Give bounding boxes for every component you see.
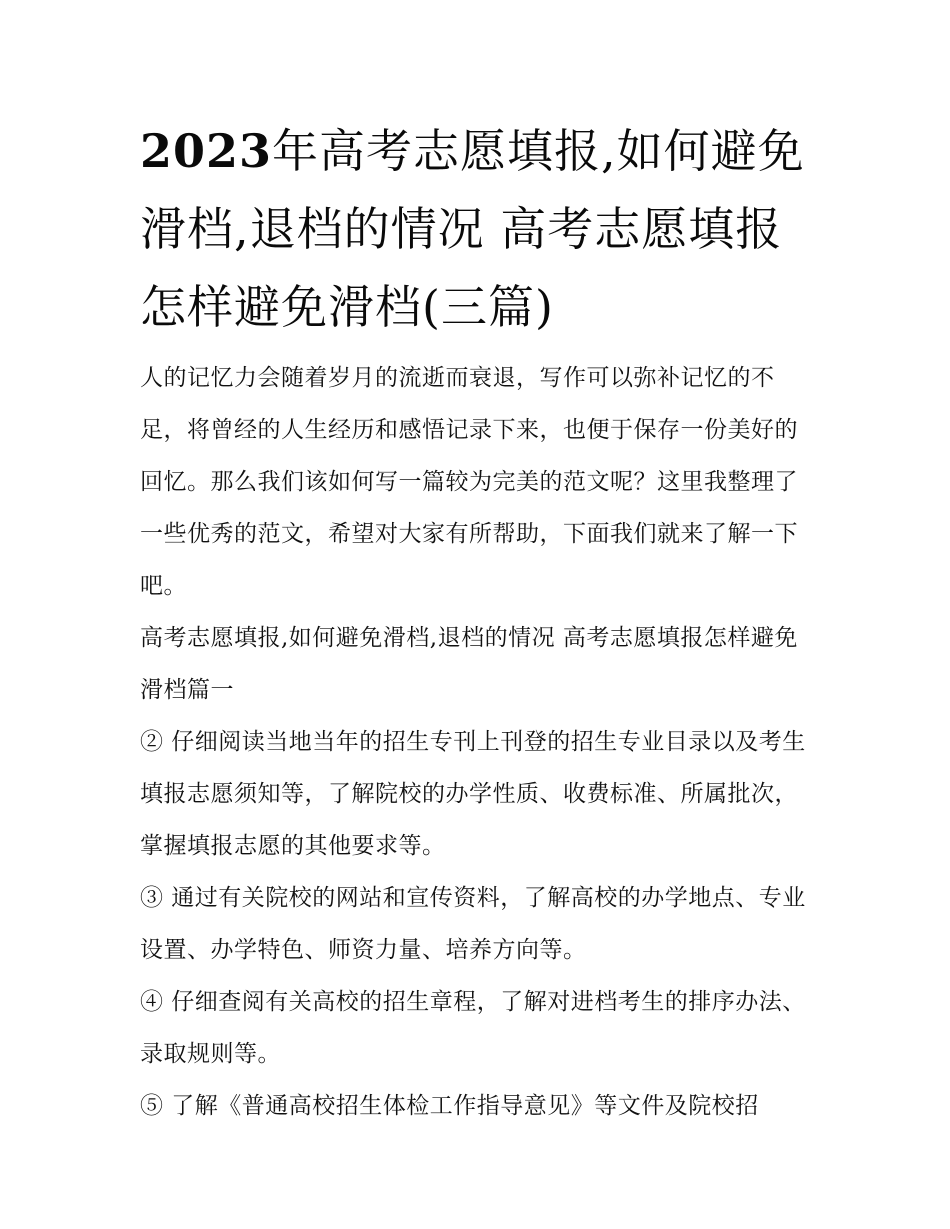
list-item-4: ④ 仔细查阅有关高校的招生章程，了解对进档考生的排序办法、录取规则等。 — [140, 989, 806, 1067]
document-title — [140, 112, 820, 346]
title-text: 年高考志愿填报,如何避免滑档,退档的情况 高考志愿填报怎样避免滑档(三篇) — [140, 124, 805, 334]
document-page — [140, 112, 820, 1132]
document-body — [140, 352, 820, 1132]
title-year: 2023 — [140, 124, 273, 178]
list-item-3: ③ 通过有关院校的网站和宣传资料，了解高校的办学地点、专业设置、办学特色、师资力量、培养方向等。 — [140, 885, 806, 963]
list-item-5: ⑤ 了解《普通高校招生体检工作指导意见》等文件及院校招 — [140, 1093, 759, 1119]
section-heading: 高考志愿填报,如何避免滑档,退档的情况 高考志愿填报怎样避免滑档篇一 — [140, 625, 798, 703]
list-item-2: ② 仔细阅读当地当年的招生专刊上刊登的招生专业目录以及考生填报志愿须知等，了解院校的办学性质、收费标准、所属批次，掌握填报志愿的其他要求等。 — [140, 729, 806, 859]
intro-paragraph: 人的记忆力会随着岁月的流逝而衰退，写作可以弥补记忆的不足，将曾经的人生经历和感悟记录下来，也便于保存一份美好的回忆。那么我们该如何写一篇较为完美的范文呢？这里我整理了一些优秀的范文，希望对大家有所帮助，下面我们就来了解一下吧。 — [140, 365, 798, 599]
